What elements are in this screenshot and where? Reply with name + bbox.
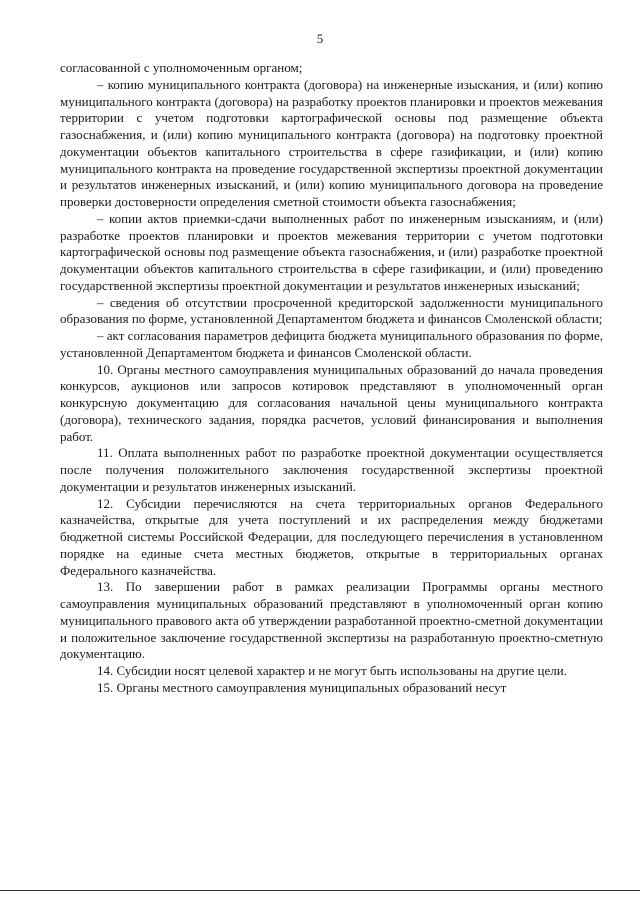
bottom-divider <box>0 890 640 891</box>
paragraph-item-debt-info: – сведения об отсутствии просроченной кредиторской задолженности муниципального образования по форме, установленной Департаментом бюджета и финансов Смоленской области; <box>60 294 603 327</box>
paragraph-13: 13. По завершении работ в рамках реализации Программы органы местного самоуправления муниципальных образований представляют в уполномоченный орган копию муниципального правового акта об утверждении разработанной проектно-сметной документации и положительное заключение государственной экспертизы на разработанную проектно-сметную документацию. <box>60 579 603 662</box>
paragraph-15: 15. Органы местного самоуправления муниципальных образований несут <box>97 679 507 695</box>
paragraph-item-acceptance-acts: – копии актов приемки-сдачи выполненных работ по инженерным изысканиям, и (или) разработке проектов планировки и проектов межевания территории с учетом подготовки картографической основы под размещение объекта газоснабжения, и (или) разработке проектной документации объектов капитального строительства в сфере газификации, и (или) проведению государственной экспертизы проектной документации и результатов инженерных изысканий; <box>60 210 603 293</box>
paragraph-11: 11. Оплата выполненных работ по разработке проектной документации осуществляется после получения положительного заключения государственной экспертизы проектной документации и результатов инженерных изысканий. <box>60 445 603 494</box>
paragraph-item-deficit-act: – акт согласования параметров дефицита бюджета муниципального образования по форме, установленной Департаментом бюджета и финансов Смоленской области. <box>60 328 603 360</box>
paragraph-item-contracts: – копию муниципального контракта (договора) на инженерные изыскания, и (или) копию муниципального контракта (договора) на разработку проектов планировки и проектов межевания территории с учетом подготовки картографической основы под размещение объекта газоснабжения, и (или) копию муниципального контракта (договора) на подготовку проектной документации объектов капитального строительства в сфере газификации, и (или) копию муниципального контракта на проведение государственной экспертизы проектной документации и результатов инженерных изысканий, и (или) копию муниципального договора на проведение проверки достоверности определения сметной стоимости объекта газоснабжения; <box>60 76 603 209</box>
paragraph-12: 12. Субсидии перечисляются на счета территориальных органов Федерального казначейства, открытые для учета поступлений и их распределения между бюджетами бюджетной системы Российской Федерации, для последующего перечисления в установленном порядке на единые счета местных бюджетов, открытые в территориальных органах Федерального казначейства. <box>60 495 603 578</box>
body-text <box>60 60 603 697</box>
paragraph-continuation: согласованной с уполномоченным органом; <box>60 60 303 75</box>
page-number: 5 <box>316 31 324 46</box>
paragraph-14: 14. Субсидии носят целевой характер и не могут быть использованы на другие цели. <box>97 663 567 678</box>
paragraph-10: 10. Органы местного самоуправления муниципальных образований до начала проведения конкурсов, аукционов или запросов котировок представляют в уполномоченный орган конкурсную документацию для согласования начальной цены муниципального контракта (договора), технического задания, порядка расчетов, условий финансирования и выполнения работ. <box>60 361 603 444</box>
